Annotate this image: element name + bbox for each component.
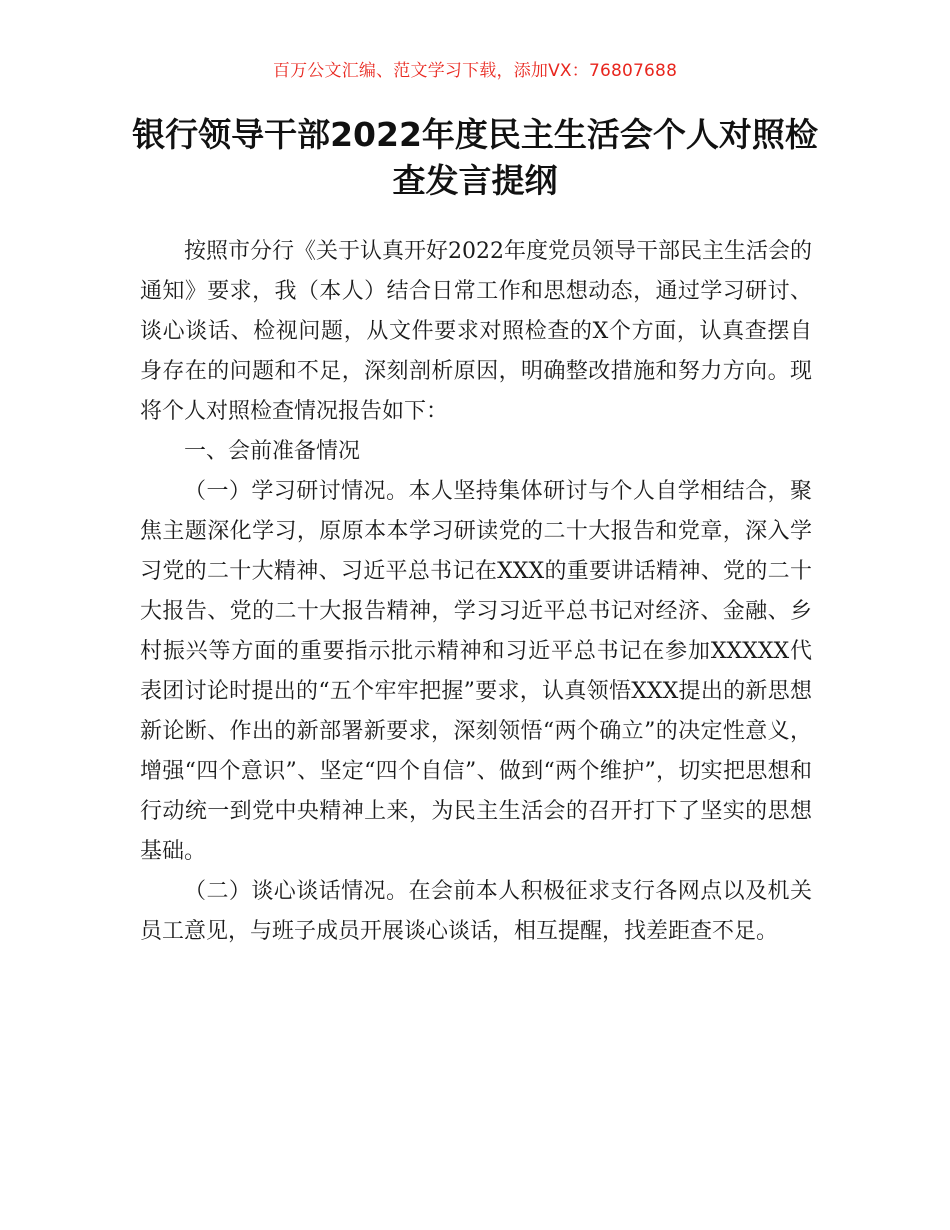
document-body xyxy=(140,232,812,952)
talk-paragraph: （二）谈心谈话情况。在会前本人积极征求支行各网点以及机关员工意见，与班子成员开展谈心谈话，相互提醒，找差距查不足。 xyxy=(140,879,812,944)
study-paragraph: （一）学习研讨情况。本人坚持集体研讨与个人自学相结合，聚焦主题深化学习，原原本本学习研读党的二十大报告和党章，深入学习党的二十大精神、习近平总书记在XXX的重要讲话精神、党的二十大报告、党的二十大报告精神，学习习近平总书记对经济、金融、乡村振兴等方面的重要指示批示精神和习近平总书记在参加XXXXX代表团讨论时提出的“五个牢牢把握”要求，认真领悟XXX提出的新思想新论断、作出的新部署新要求，深刻领悟“两个确立”的决定性意义，增强“四个意识”、坚定“四个自信”、做到“两个维护”，切实把思想和行动统一到党中央精神上来，为民主生活会的召开打下了坚实的思想基础。 xyxy=(140,479,813,864)
intro-paragraph: 按照市分行《关于认真开好2022年度党员领导干部民主生活会的通知》要求，我（本人）结合日常工作和思想动态，通过学习研讨、谈心谈话、检视问题，从文件要求对照检查的X个方面，认真查摆自身存在的问题和不足，深刻剖析原因，明确整改措施和努力方向。现将个人对照检查情况报告如下： xyxy=(140,239,812,424)
document-title: 银行领导干部2022年度民主生活会个人对照检查发言提纲 xyxy=(132,115,818,200)
header-notice: 百万公文汇编、范文学习下载，添加VX：76807688 xyxy=(272,61,678,81)
section-heading: 一、会前准备情况 xyxy=(184,439,361,464)
